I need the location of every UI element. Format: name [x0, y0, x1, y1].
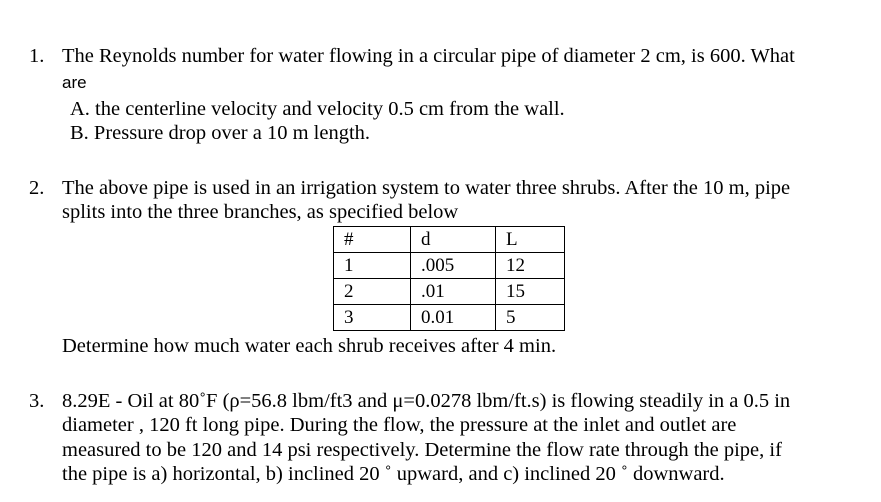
question-3-text-line1: 8.29E - Oil at 80˚F (ρ=56.8 lbm/ft3 and μ=0.0278 lbm/ft.s) is flowing steadily in a 0.5 in: [62, 390, 791, 412]
table-row: [334, 279, 565, 305]
question-3-number: 3.: [29, 390, 45, 412]
table-cell: 5: [496, 305, 565, 331]
question-3-text-line4: the pipe is a) horizontal, b) inclined 20 ˚ upward, and c) inclined 20 ˚ downward.: [62, 463, 725, 485]
table-cell: 3: [334, 305, 411, 331]
table-header-cell: L: [496, 227, 565, 253]
question-1-number: 1.: [29, 45, 45, 67]
question-1-text-line2: are: [62, 73, 87, 92]
question-2-closing: Determine how much water each shrub receives after 4 min.: [62, 335, 557, 357]
table-cell: 12: [496, 253, 565, 279]
question-3-text-line2: diameter , 120 ft long pipe. During the flow, the pressure at the inlet and outlet are: [62, 414, 737, 436]
question-1-part-b: B. Pressure drop over a 10 m length.: [70, 122, 371, 144]
table-cell: .005: [411, 253, 496, 279]
question-2-number: 2.: [29, 177, 45, 199]
table-cell: 1: [334, 253, 411, 279]
table-header-cell: #: [334, 227, 411, 253]
table-cell: .01: [411, 279, 496, 305]
table-row: [334, 253, 565, 279]
question-2-text-line2: splits into the three branches, as specified below: [62, 201, 459, 223]
question-1-text-line1: The Reynolds number for water flowing in a circular pipe of diameter 2 cm, is 600. What: [62, 45, 795, 67]
table-cell: 0.01: [411, 305, 496, 331]
question-2-text-line1: The above pipe is used in an irrigation system to water three shrubs. After the 10 m, pipe: [62, 177, 791, 199]
table-cell: 15: [496, 279, 565, 305]
table-header-cell: d: [411, 227, 496, 253]
table-cell: 2: [334, 279, 411, 305]
question-3-text-line3: measured to be 120 and 14 psi respectively. Determine the flow rate through the pipe, if: [62, 439, 782, 461]
branches-table: [333, 226, 565, 331]
question-1-part-a: A. the centerline velocity and velocity 0.5 cm from the wall.: [70, 98, 565, 120]
table-row: [334, 305, 565, 331]
table-header-row: [334, 227, 565, 253]
